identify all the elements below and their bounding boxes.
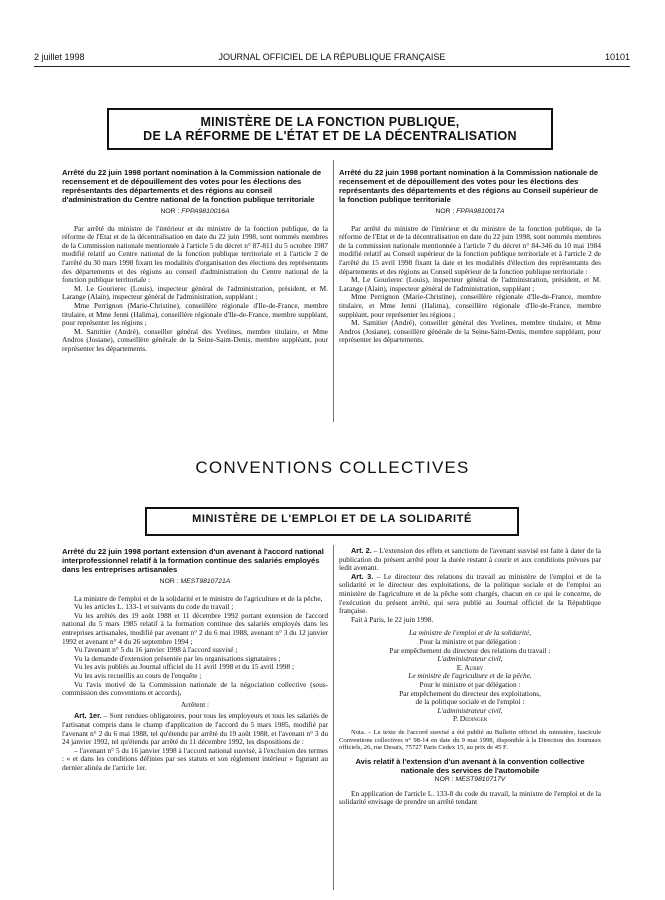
signature-name: E. Aubry bbox=[456, 662, 484, 672]
signature-title: La ministre de l'emploi et de la solidarité, bbox=[408, 628, 532, 638]
paragraph: Mme Perrignon (Marie-Christine), conseillère régionale d'Ile-de-France, membre titulaire, et Mme Jenni (Halima), conseillère régionale d'Ile-de-France, membre suppléant, pour représenter les régions ; bbox=[62, 300, 328, 328]
nor-reference: NOR : MEST9810717V bbox=[434, 776, 506, 784]
signature-delegation: Pour la ministre et par délégation : bbox=[419, 636, 521, 646]
signature-delegation: Pour le ministre et par délégation : bbox=[419, 679, 521, 689]
arrete-title: Arrêté du 22 juin 1998 portant nomination à la Commission nationale de recensement et de dépouillement des votes pour les élections des représentants des départements et des régions au Conseil supérieur de la fonction publique territoriale bbox=[339, 168, 599, 204]
paragraph: Vu les avis recueillis au cours de l'enquête ; bbox=[74, 670, 202, 680]
paragraph: Vu l'avis motivé de la Commission nationale de la négociation collective (sous-commission des conventions et accords), bbox=[62, 679, 328, 698]
column-arrete-extension bbox=[62, 547, 328, 772]
ministry-heading-line2: DE LA RÉFORME DE L'ÉTAT ET DE LA DÉCENTRALISATION bbox=[143, 129, 517, 143]
paragraph: M. Le Gourierec (Louis), inspecteur général de l'administration, président, et M. Larange (Alain), inspecteur général de l'administration, suppléant ; bbox=[62, 283, 328, 302]
paragraph: Mme Perrignon (Marie-Christine), conseillère régionale d'Ile-de-France, membre titulaire, et Mme Jenni (Halima), conseillère régionale d'Ile-de-France, membre suppléant, pour représenter les régions ; bbox=[339, 292, 601, 319]
nor-reference: NOR : FPPA9810017A bbox=[435, 208, 505, 215]
fait-a-paris: Fait à Paris, le 22 juin 1998. bbox=[351, 614, 434, 624]
paragraph: Par arrêté du ministre de l'intérieur et du ministre de la fonction publique, de la réforme de l'Etat et de la décentralisation en date du 22 juin 1998, sont nommés membres de la Commission nationale mentionnée à l'article 5 du décret n° 87-811 du 5 octobre 1987 modifié relatif au Centre national de la fonction publique territoriale et à l'article 2 de l'arrêté du 30 mars 1998 fixant les modalités d'organisation des élections des représentants des départements et des régions au conseil d'administration du Centre national de la fonction publique territoriale : bbox=[62, 223, 328, 285]
ministry-heading-line1: MINISTÈRE DE LA FONCTION PUBLIQUE, bbox=[200, 115, 460, 129]
paragraph: M. Samitier (André), conseiller général des Yvelines, membre titulaire, et Mme Andros (Josiane), conseillère générale de la Seine-Saint-Denis, membre suppléant, pour représenter les départements. bbox=[339, 318, 601, 345]
arrete-title: Arrêté du 22 juin 1998 portant extension d'un avenant à l'accord national interprofessionnel relatif à la formation continue des salariés employés dans les entreprises artisanales bbox=[62, 547, 324, 574]
article-2: Art. 2. – L'extension des effets et sanctions de l'avenant susvisé est faite à dater de la publication du présent arrêté pour la durée restant à courir et aux conditions prévues par ledit avenant. bbox=[339, 546, 601, 573]
nota-note: Nota. – Le texte de l'accord susvisé a été publié au Bulletin officiel du ministère, fascicule Conventions collectives n° 98-14 en date du 9 mai 1998, disponible à la Direction des Journaux officiels, 26, rue Desaix, 75727 Paris Cedex 15, au prix de 45 F. bbox=[339, 728, 601, 752]
signature-empechement: Par empêchement du directeur des relations du travail : bbox=[389, 645, 551, 655]
paragraph: M. Le Gourierec (Louis), inspecteur général de l'administration, président, et M. Larange (Alain), inspecteur général de l'administration, suppléant ; bbox=[339, 275, 601, 293]
signature-empechement: Par empêchement du directeur des exploitations, bbox=[399, 688, 541, 698]
signature-role: L'administrateur civil, bbox=[437, 705, 503, 715]
signature-empechement: de la politique sociale et de l'emploi : bbox=[415, 697, 525, 707]
signature-name: P. Dedinger bbox=[452, 714, 488, 724]
paragraph: Vu la demande d'extension présentée par les organisations signataires ; bbox=[74, 653, 281, 663]
ministry-emploi-box: MINISTÈRE DE L'EMPLOI ET DE LA SOLIDARITÉ bbox=[145, 507, 519, 536]
column-divider bbox=[333, 160, 334, 422]
ministry-heading-box bbox=[107, 108, 553, 150]
paragraph: M. Samitier (André), conseiller général des Yvelines, membre titulaire, et Mme Andros (Josiane), conseillère générale de la Seine-Saint-Denis, membre suppléant, pour représenter les départements. bbox=[62, 326, 328, 353]
avis-title: Avis relatif à l'extension d'un avenant à la convention collective nationale des services de l'automobile bbox=[355, 757, 585, 776]
header-rule bbox=[34, 66, 630, 67]
paragraph: Par arrêté du ministre de l'intérieur et du ministre de la fonction publique, de la réforme de l'Etat et de la décentralisation en date du 22 juin 1998, sont nommés membres de la commission nationale mentionnée à l'article 7 du décret n° 84-346 du 10 mai 1984 modifié relatif au Conseil supérieur de la fonction publique territoriale et à l'article 2 de l'arrêté du 15 avril 1998 fixant la date et les modalités d'élection des représentants des départements et des régions au Conseil supérieur de la fonction publique territoriale : bbox=[339, 223, 601, 276]
paragraph: En application de l'article L. 133-8 du code du travail, la ministre de l'emploi et de la solidarité envisage de prendre un arrêté tendant bbox=[339, 788, 601, 807]
paragraph: Vu l'avenant n° 5 du 16 janvier 1998 à l'accord susvisé ; bbox=[74, 645, 238, 655]
header-journal-title: JOURNAL OFFICIEL DE LA RÉPUBLIQUE FRANÇAISE bbox=[218, 52, 446, 62]
arrete-title: Arrêté du 22 juin 1998 portant nomination à la Commission nationale de recensement et de dépouillement des votes pour les élections des représentants des départements et des régions au conseil d'administration du Centre national de la fonction publique territoriale bbox=[62, 168, 322, 204]
column-articles-signatures bbox=[339, 547, 601, 807]
section-title: CONVENTIONS COLLECTIVES bbox=[195, 458, 470, 477]
column-arrete-cnfpt bbox=[62, 168, 328, 354]
nor-reference: NOR : FPPA9810016A bbox=[160, 208, 230, 215]
arretent-heading: Arrêtent : bbox=[180, 699, 210, 709]
nor-reference: NOR : MEST9810721A bbox=[159, 578, 231, 585]
article-3: Art. 3. – Le directeur des relations du travail au ministère de l'emploi et de la solidarité et le directeur des exploitations, de la politique sociale et de l'emploi au ministère de l'agriculture et de la pêche sont chargés, chacun en ce qui le concerne, de l'exécution du présent arrêté, qui sera publié au Journal officiel de la République française. bbox=[339, 571, 601, 616]
header-date: 2 juillet 1998 bbox=[34, 52, 85, 62]
paragraph: Vu les avis publiés au Journal officiel du 11 avril 1998 et du 15 avril 1998 ; bbox=[74, 662, 295, 672]
paragraph: Vu les arrêtés des 19 août 1988 et 11 décembre 1992 portant extension de l'accord national du 5 mars 1985 relatif à la formation continue des salariés employés dans les entreprises artisanales, modifié par avenant n° 2 du 6 mai 1988, avenant n° 3 du 12 janvier 1992 et avenant n° 4 du 26 septembre 1994 ; bbox=[62, 610, 328, 646]
header-page-number: 10101 bbox=[604, 52, 630, 62]
article-1: Art. 1er. – Sont rendues obligatoires, pour tous les employeurs et tous les salariés de l'artisanat compris dans le champ d'application de l'accord du 5 mars 1985, modifié par l'avenant n° 2 du 6 mai 1988, tel qu'étendu par arrêté du 19 août 1988, et l'avenant n° 3 du 24 janvier 1992, tel qu'étendu par arrêté du 11 décembre 1992, les dispositions de : bbox=[62, 711, 328, 747]
paragraph: Vu les articles L. 133-1 et suivants du code du travail ; bbox=[74, 602, 234, 612]
paragraph: – l'avenant n° 5 du 16 janvier 1998 à l'accord national susvisé, à l'exclusion des termes : « et dans les conditions définies par ses statuts et son règlement intérieur » figurant au dernier alinéa de l'article 1er. bbox=[62, 745, 328, 772]
paragraph: La ministre de l'emploi et de la solidarité et le ministre de l'agriculture et de la pêche, bbox=[74, 593, 323, 603]
signature-title: Le ministre de l'agriculture et de la pêche, bbox=[408, 671, 532, 681]
column-arrete-csfpt bbox=[339, 168, 601, 345]
signature-role: L'administrateur civil, bbox=[437, 654, 503, 664]
column-divider bbox=[333, 545, 334, 890]
